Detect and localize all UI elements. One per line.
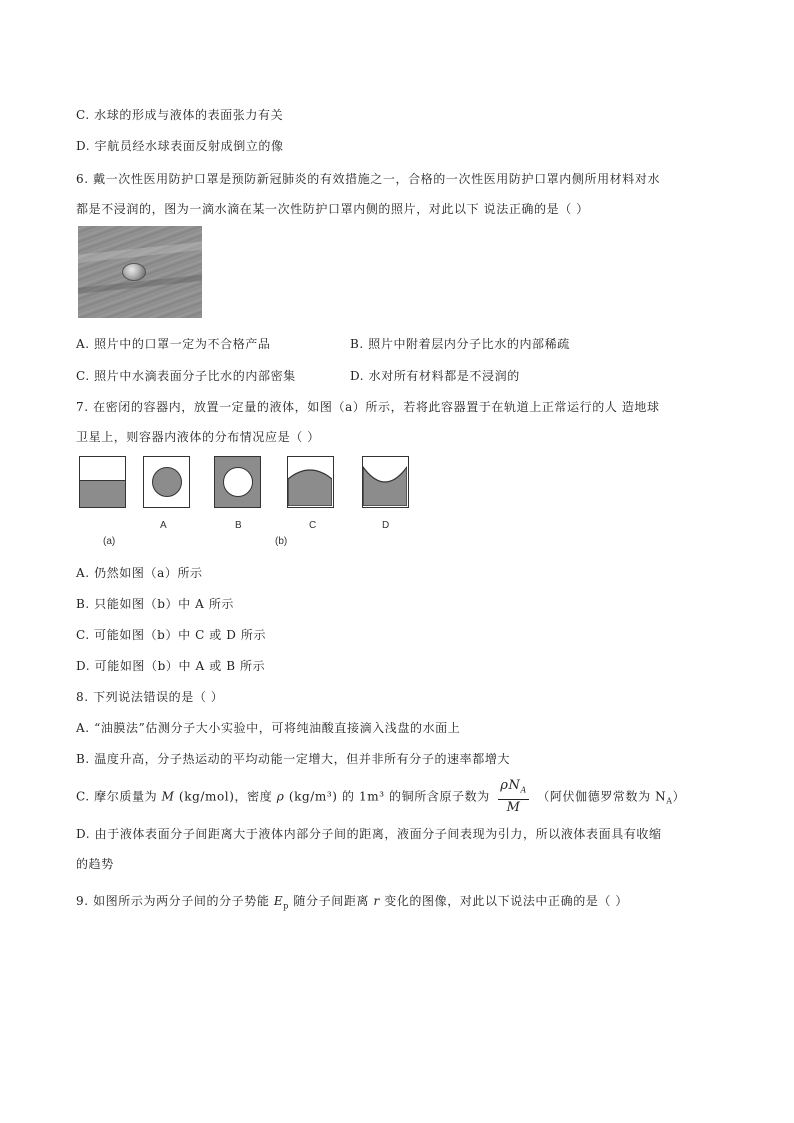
label-A: A xyxy=(160,520,167,531)
container-D xyxy=(362,456,409,508)
q8-option-a: A. “油膜法”估测分子大小实验中，可将纯油酸直接滴入浅盘的水面上 xyxy=(76,721,461,735)
container-a xyxy=(79,456,126,508)
q6-stem-line-1: 6. 戴一次性医用防护口罩是预防新冠肺炎的有效措施之一，合格的一次性医用防护口罩内侧所用材料对水 xyxy=(76,172,661,186)
q7-stem-line-1: 7. 在密闭的容器内，放置一定量的液体，如图（a）所示，若将此容器置于在轨道上正常运行的人 造地球 xyxy=(76,400,660,414)
water-drop-on-mask-photo xyxy=(78,226,202,318)
q8-option-d-line-2: 的趋势 xyxy=(76,857,114,871)
container-B xyxy=(214,456,261,508)
label-b: (b) xyxy=(275,536,288,547)
q6-stem-line-2: 都是不浸润的，图为一滴水滴在某一次性防护口罩内侧的照片，对此以下 说法正确的是（ ） xyxy=(76,202,589,216)
water-drop xyxy=(122,263,146,281)
q9-stem: 9. 如图所示为两分子间的分子势能 $E_p$ 随分子间距离 r 变化的图像，对此以下说法中正确的是（ ） xyxy=(76,894,629,911)
q8-option-c: C. 摩尔质量为 M (kg/mol)，密度 ρ (kg/m³) 的 1m³ 的铜所含原子数为 $\frac{\rho N_A}{M}$ （阿伏伽德罗常数为 $N_A$） xyxy=(76,778,686,815)
container-C xyxy=(287,456,334,508)
container-D-liquid xyxy=(363,457,407,506)
q5-option-d: D. 宇航员经水球表面反射成倒立的像 xyxy=(76,139,284,153)
q6-option-d: D. 水对所有材料都是不浸润的 xyxy=(350,369,520,383)
label-D: D xyxy=(382,520,390,531)
q7-stem-line-2: 卫星上，则容器内液体的分布情况应是（ ） xyxy=(76,430,320,444)
q7-option-c: C. 可能如图（b）中 C 或 D 所示 xyxy=(76,628,267,642)
container-A xyxy=(143,456,190,508)
q7-option-d: D. 可能如图（b）中 A 或 B 所示 xyxy=(76,659,266,673)
q6-option-c: C. 照片中水滴表面分子比水的内部密集 xyxy=(76,369,296,383)
label-C: C xyxy=(309,520,317,531)
potential-energy-symbol: E xyxy=(273,894,284,908)
q6-option-b: B. 照片中附着层内分子比水的内部稀疏 xyxy=(350,337,570,351)
molar-mass-symbol: M xyxy=(161,789,175,804)
atom-count-fraction: $\frac{\rho N_A}{M}$ xyxy=(500,778,527,815)
label-a: (a) xyxy=(103,536,116,547)
q6-option-a: A. 照片中的口罩一定为不合格产品 xyxy=(76,337,271,351)
q5-option-c: C. 水球的形成与液体的表面张力有关 xyxy=(76,108,284,122)
label-B: B xyxy=(235,520,242,531)
q7-option-b: B. 只能如图（b）中 A 所示 xyxy=(76,597,235,611)
q8-option-b: B. 温度升高，分子热运动的平均动能一定增大，但并非所有分子的速率都增大 xyxy=(76,752,511,766)
q8-option-d-line-1: D. 由于液体表面分子间距离大于液体内部分子间的距离，液面分子间表现为引力，所以液体表面具有收缩 xyxy=(76,827,662,841)
q8-stem: 8. 下列说法错误的是（ ） xyxy=(76,690,224,704)
q7-option-a: A. 仍然如图（a）所示 xyxy=(76,566,203,580)
distance-symbol: r xyxy=(373,894,380,908)
density-symbol: ρ xyxy=(276,789,285,804)
container-C-liquid xyxy=(288,457,332,506)
